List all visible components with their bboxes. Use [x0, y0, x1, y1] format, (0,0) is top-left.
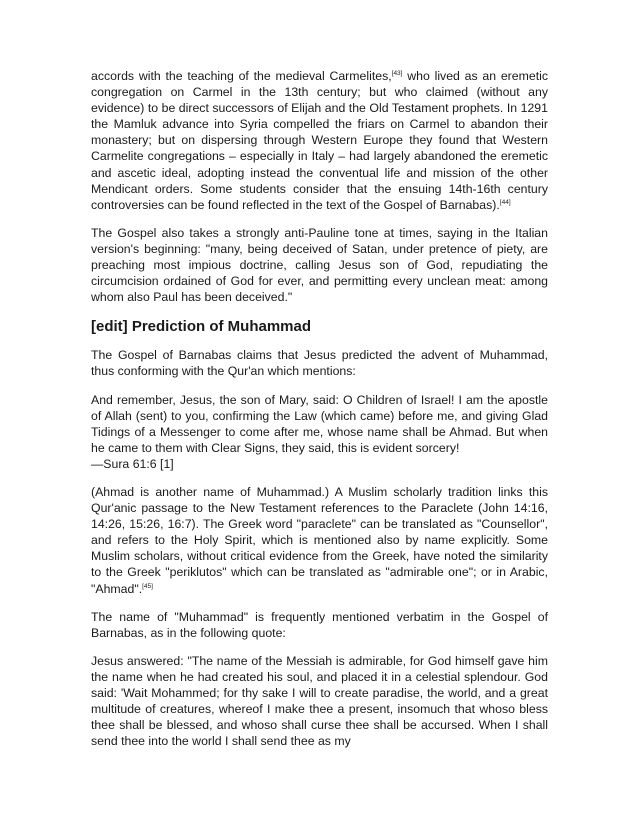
- paragraph-text: accords with the teaching of the medieval Carmelites,: [91, 69, 392, 83]
- paragraph-text: The Gospel also takes a strongly anti-Pauline tone at times, saying in the Italian version's beginning: "many, being deceived of Satan, under pretence of piety, are preaching most impious doctrine, calling Jesus son of God, repudiating the circumcision ordained of God for ever, and permitting every unclean meat: among whom also Paul has been deceived.": [91, 225, 548, 305]
- reference-link[interactable]: [45]: [142, 582, 153, 590]
- paragraph-anti-pauline: [91, 225, 548, 305]
- paragraph-text: The Gospel of Barnabas claims that Jesus predicted the advent of Muhammad, thus conforming with the Qur'an which mentions:: [91, 348, 548, 379]
- paragraph-jesus-answered: [91, 653, 548, 750]
- paragraph-ahmad: [91, 484, 548, 597]
- paragraph-text: The name of "Muhammad" is frequently mentioned verbatim in the Gospel of Barnabas, as in the following quote:: [91, 609, 548, 640]
- paragraph-text: who lived as an eremetic congregation on Carmel in the 13th century; but who claimed (without any evidence) to be direct successors of Elijah and the Old Testament prophets. In 1291 the Mamluk advance into Syria compelled the friars on Carmel to abandon their monastery; but on dispersing through Western Europe they found that Western Carmelite congregations – especially in Italy – had largely abandoned the eremetic and ascetic ideal, adopting instead the conventual life and mission of the other Mendicant orders. Some students consider that the ensuing 14th-16th century controversies can be found reflected in the text of the Gospel of Barnabas).: [91, 69, 548, 212]
- document-page: [91, 68, 548, 761]
- reference-link[interactable]: [43]: [391, 70, 403, 77]
- paragraph-text: (Ahmad is another name of Muhammad.) A Muslim scholarly tradition links this Qur'anic passage to the New Testament references to the Paraclete (John 14:16, 14:26, 15:26, 16:7). The Greek word "paraclete" can be translated as "Counsellor", and refers to the Holy Spirit, which is mentioned also by name explicitly. Some Muslim scholars, without critical evidence from the Greek, have noted the similarity to the Greek "periklutos" which can be translated as "admirable one"; or in Arabic, "Ahmad".: [91, 484, 548, 596]
- paragraph-carmelites: [91, 68, 548, 213]
- reference-link[interactable]: [44]: [499, 198, 511, 206]
- quote-text: And remember, Jesus, the son of Mary, said: O Children of Israel! I am the apostle of Allah (sent) to you, confirming the Law (which came) before me, and giving Glad Tidings of a Messenger to come after me, whose name shall be Ahmad. But when he came to them with Clear Signs, they said, this is evident sorcery!: [91, 392, 548, 455]
- section-heading: [edit] Prediction of Muhammad: [91, 318, 312, 336]
- quran-quote: [91, 392, 548, 472]
- quote-citation: —Sura 61:6 [1]: [91, 456, 174, 471]
- paragraph-prediction-intro: [91, 347, 548, 379]
- paragraph-text: Jesus answered: "The name of the Messiah is admirable, for God himself gave him the name when he had created his soul, and placed it in a celestial splendour. God said: 'Wait Mohammed; for thy sake I will to create paradise, the world, and a great multitude of creatures, whereof I make thee a present, insomuch that whoso bless thee shall be blessed, and whoso shall curse thee shall be accursed. When I shall send thee into the world I shall send thee as my: [91, 653, 548, 749]
- paragraph-muhammad-mentioned: [91, 609, 548, 641]
